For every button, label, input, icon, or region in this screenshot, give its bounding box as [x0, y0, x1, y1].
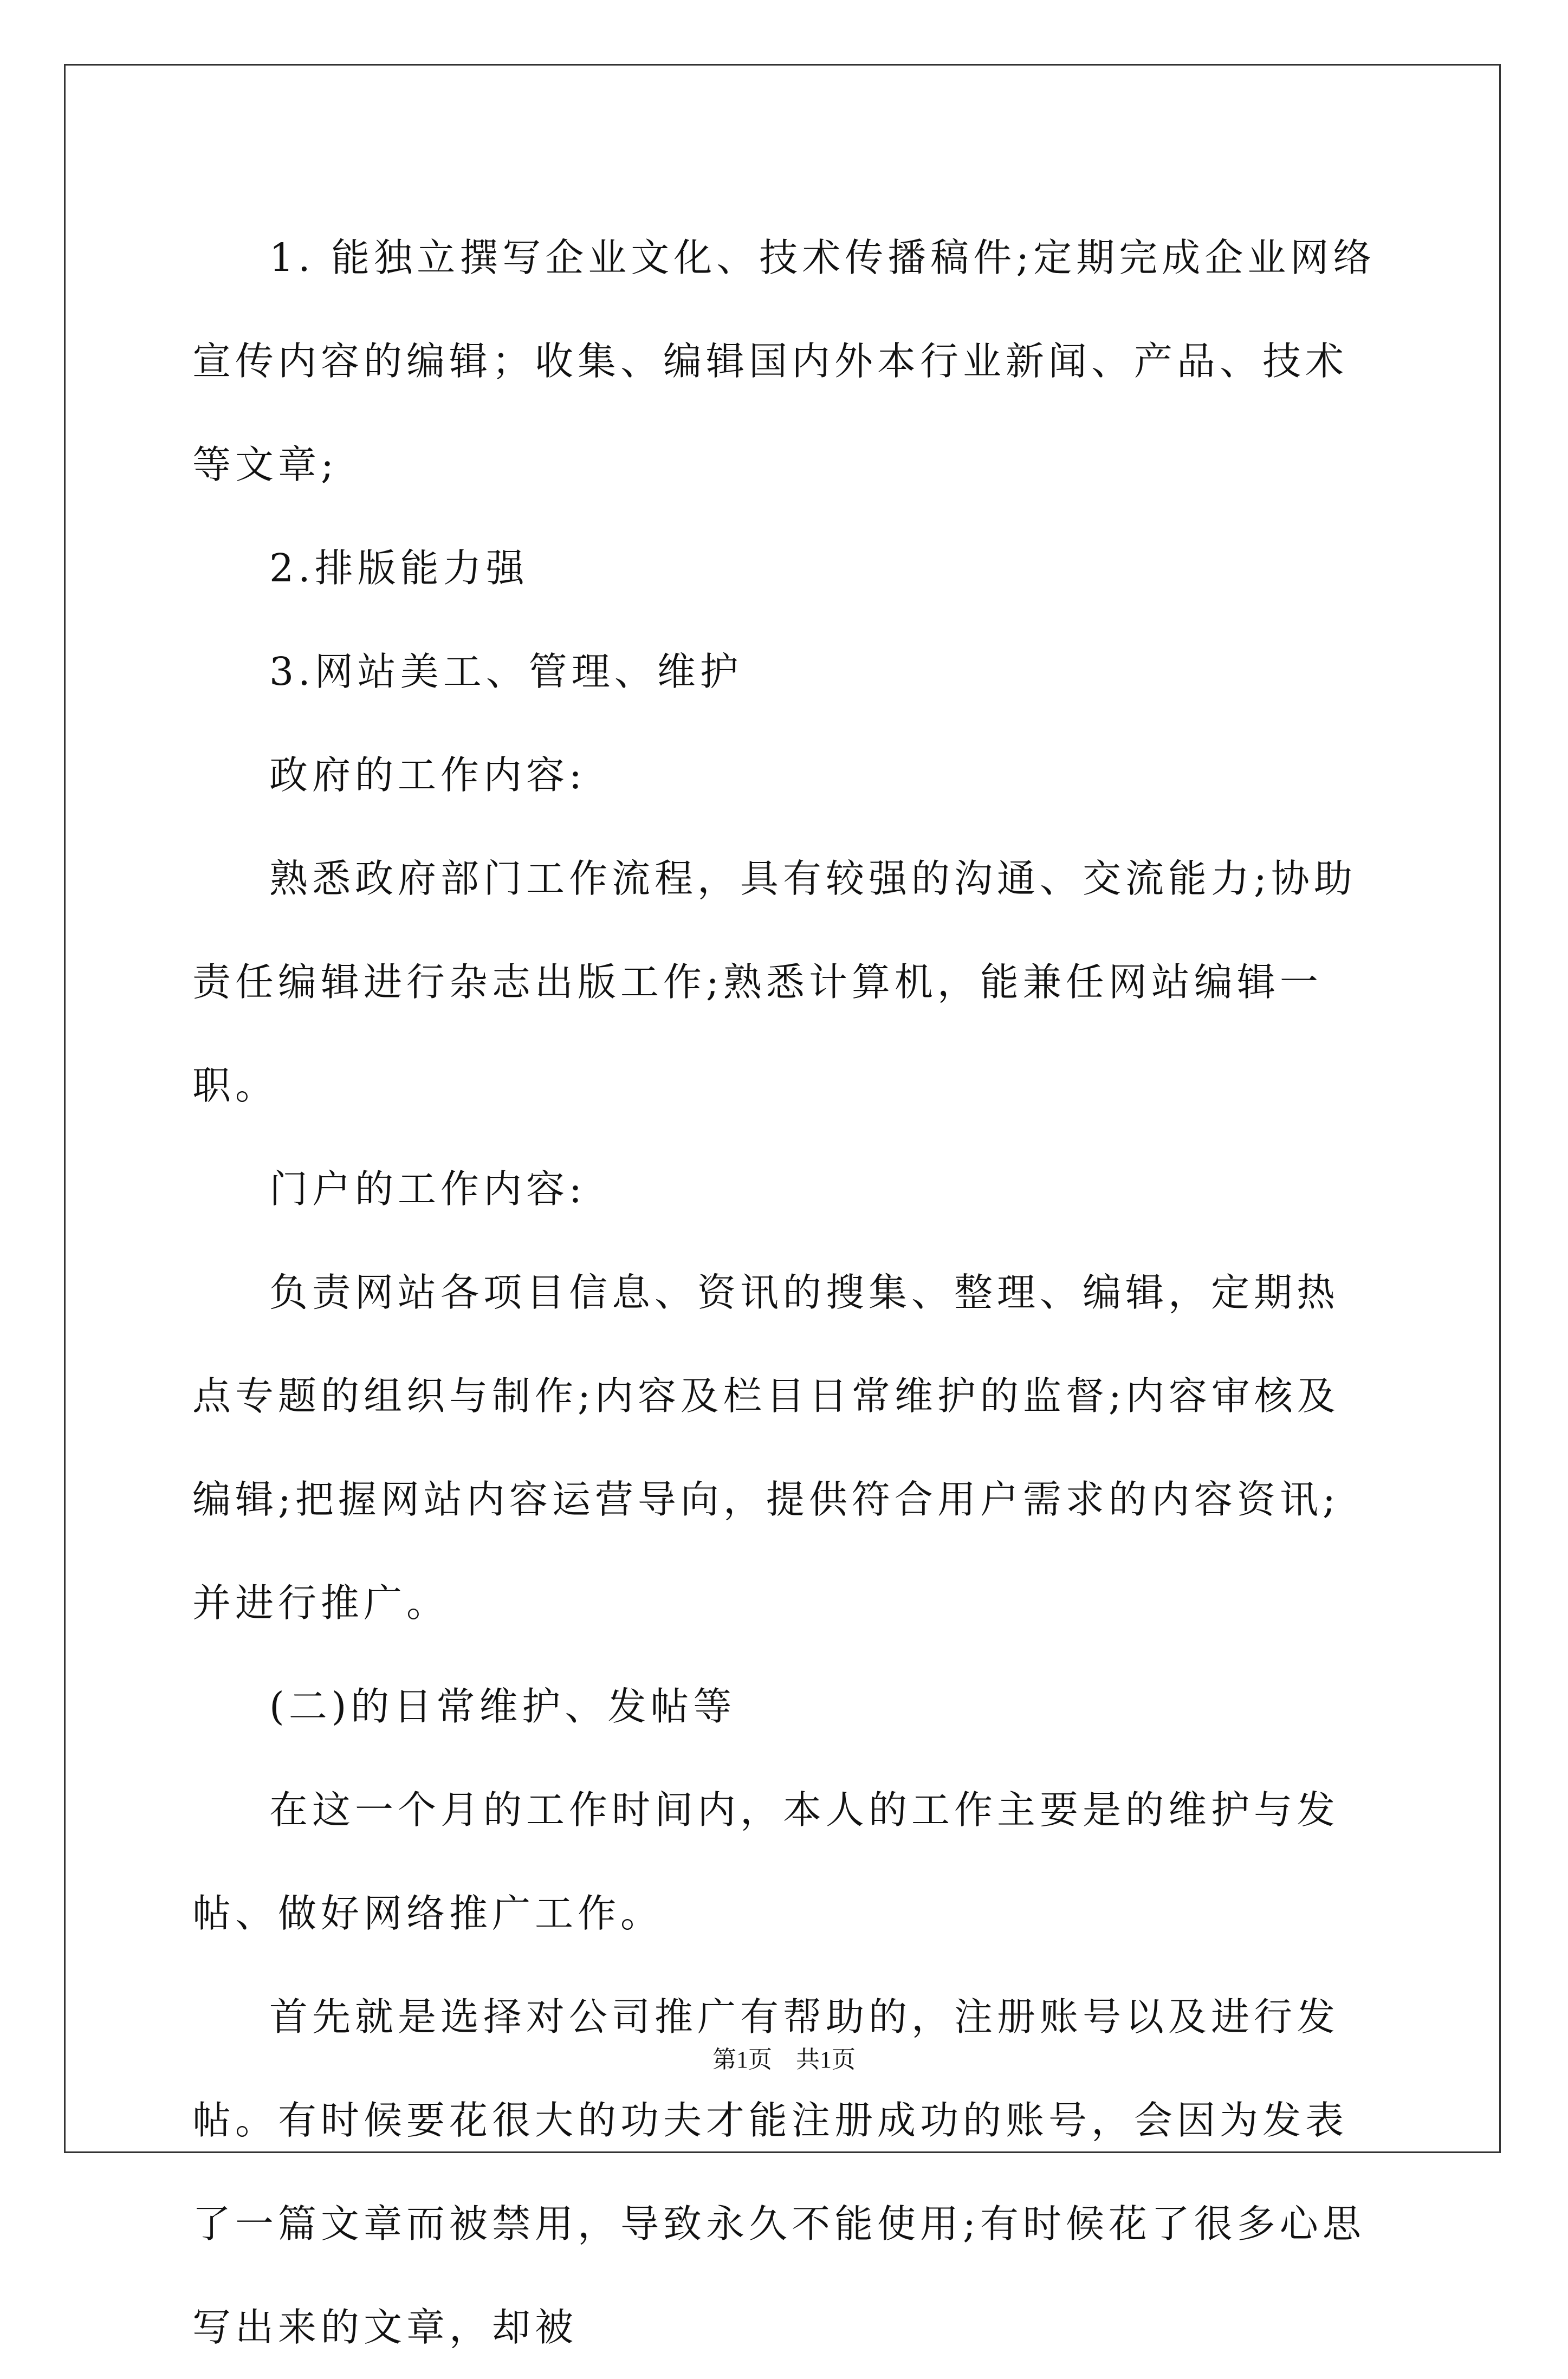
paragraph-6: 门户的工作内容: [269, 1166, 586, 1211]
paragraph-8: (二)的日常维护、发帖等 [269, 1684, 736, 1729]
paragraph-4: 政府的工作内容: [269, 753, 586, 798]
page-footer: 第1页 共1页 [712, 2046, 856, 2073]
paragraph-5: 熟悉政府部门工作流程，具有较强的沟通、交流能力;协助责任编辑进行杂志出版工作;熟悉计算机，能兼任网站编辑一职。 [192, 856, 1357, 1108]
paragraph-1: 1. 能独立撰写企业文化、技术传播稿件;定期完成企业网络宣传内容的编辑；收集、编辑国内外本行业新闻、产品、技术等文章; [192, 235, 1376, 487]
paragraph-3: 3.网站美工、管理、维护 [269, 649, 743, 694]
paragraph-10: 首先就是选择对公司推广有帮助的，注册账号以及进行发帖。有时候要花很大的功夫才能注册成功的账号，会因为发表了一篇文章而被禁用，导致永久不能使用;有时候花了很多心思写出来的文章，却被 [192, 1994, 1365, 2350]
paragraph-9: 在这一个月的工作时间内，本人的工作主要是的维护与发帖、做好网络推广工作。 [192, 1787, 1340, 1936]
paragraph-7: 负责网站各项目信息、资讯的搜集、整理、编辑，定期热点专题的组织与制作;内容及栏目日常维护的监督;内容审核及编辑;把握网站内容运营导向，提供符合用户需求的内容资讯;并进行推广。 [192, 1270, 1340, 1625]
paragraph-2: 2.排版能力强 [269, 546, 529, 591]
